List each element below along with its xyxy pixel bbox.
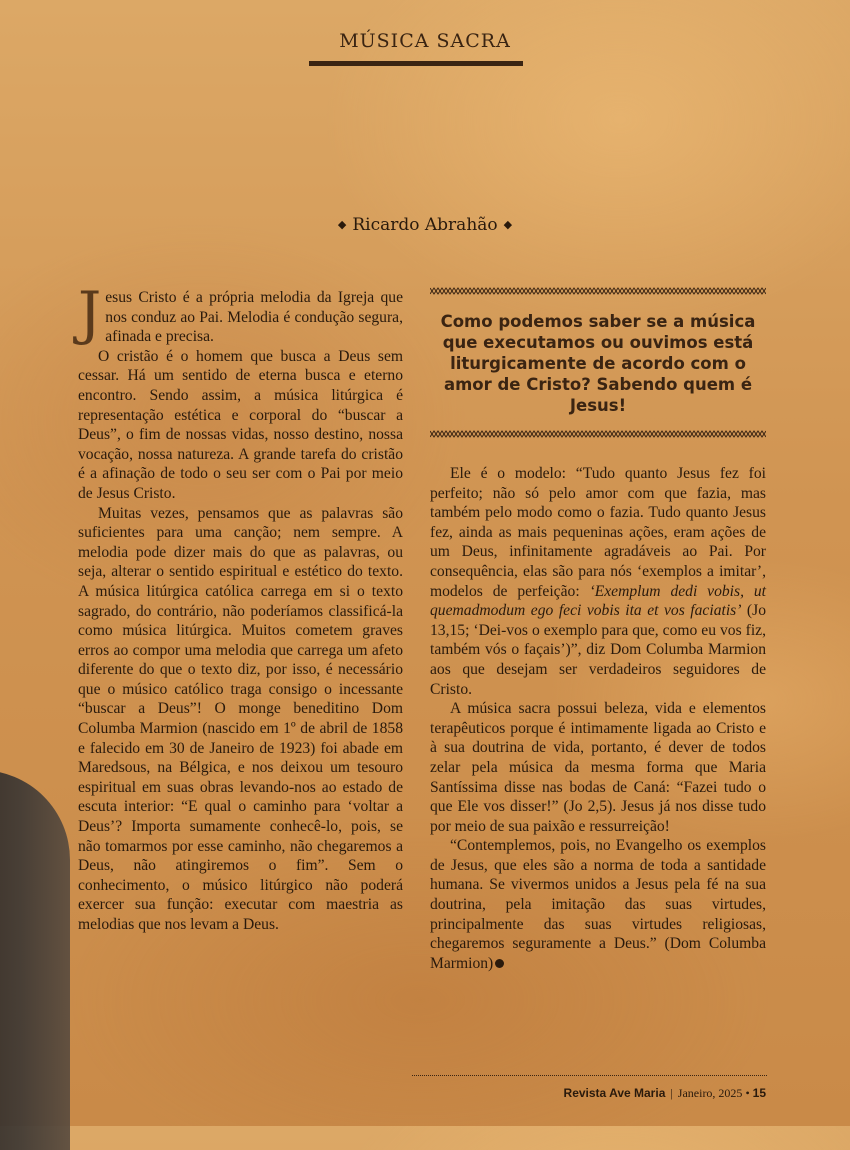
magazine-name: Revista Ave Maria <box>563 1086 666 1100</box>
author-name: Ricardo Abrahão <box>352 215 498 235</box>
issue-date: Janeiro, 2025 <box>677 1086 743 1100</box>
paragraph: “Contemplemos, pois, no Evangelho os exemplos de Jesus, que eles são a norma de toda a santidade humana. Se vivermos unidos a Jesus pela fé na sua doutrina, pela imitação das suas virtudes, principalmente das suas virtudes religiosas, chegaremos seguramente a Deus.” (Dom Columba Marmion) <box>430 837 766 972</box>
latin-quote: ‘Exemplum dedi vobis, ut quemadmodum ego feci vobis ita et vos faciatis’ <box>430 582 766 620</box>
footer-bullet: • <box>745 1086 750 1100</box>
diamond-ornament-icon: ◆ <box>337 218 347 231</box>
author-byline <box>0 215 850 235</box>
left-column <box>78 279 403 935</box>
page-number: 15 <box>752 1086 766 1100</box>
paragraph: Jesus Cristo é a própria melodia da Igreja que nos conduz ao Pai. Melodia é condução segura, afinada e precisa. <box>78 279 403 347</box>
diamond-ornament-icon: ◆ <box>503 218 513 231</box>
header-underline <box>309 61 523 66</box>
paragraph: Ele é o modelo: “Tudo quanto Jesus fez foi perfeito; não só pelo amor com que fazia, mas também pelo modo como o fazia. Tudo quanto Jesus fez, ainda as mais pequeninas ações, eram ações de um Deus, infinitamente agradáveis ao Pai. Por consequência, elas são para nós ‘exemplos a imitar’, modelos de perfeição: ‘Exemplum dedi vobis, ut quemadmodum ego feci vobis ita et vos faciatis’ (Jo 13,15; ‘Dei-vos o exemplo para que, como eu vos fiz, também vós o façais’)”, diz Dom Columba Marmion aos que desejam ser verdadeiros seguidores de Cristo. <box>430 465 766 698</box>
end-of-article-icon <box>495 959 504 968</box>
drop-cap: J <box>78 279 102 347</box>
saint-figure-silhouette <box>0 770 70 1150</box>
paragraph: O cristão é o homem que busca a Deus sem cessar. Há um sentido de eterna busca e eterno encontro. Sendo assim, a música litúrgica é representação estética e corporal do “buscar a Deus”, o fim de nossas vidas, nosso destino, nossa vocação, nossa natureza. A grande tarefa do cristão é a afinação de todo o seu ser com o Pai por meio de Jesus Cristo. <box>78 347 403 502</box>
paragraph: A música sacra possui beleza, vida e elementos terapêuticos porque é intimamente ligada ao Cristo e à sua doutrina de vida, portanto, é dever de todos zelar pela música da mesma forma que Maria Santíssima disse nas bodas de Caná: “Fazei tudo o que Ele vos disser!” (Jo 2,5). Jesus já nos disse tudo por meio de sua paixão e ressurreição! <box>430 700 766 835</box>
paragraph: Muitas vezes, pensamos que as palavras são suficientes para uma canção; nem sempre. A melodia pode dizer mais do que as palavras, ou seja, alterar o sentido espiritual e estético do texto. A música litúrgica católica carrega em si o texto sagrado, do contrário, não poderíamos classificá-la como música litúrgica. Muitos cometem graves erros ao compor uma melodia que carrega um afeto diferente do que o texto diz, por isso, é necessário que o músico católico traga consigo o incessante “buscar a Deus”! O monge beneditino Dom Columba Marmion (nascido em 1º de abril de 1858 e falecido em 30 de Janeiro de 1923) foi abade em Maredsous, na Bélgica, e nos deixou um tesouro espiritual em suas obras levando-nos ao estado de escuta interior: “E qual o caminho para ‘voltar a Deus’? Importa sumamente conhecê-lo, pois, se não tomarmos por esse caminho, não chegaremos a Deus, não atingiremos o fim”. Sem o conhecimento, o músico litúrgico não poderá exercer sua função: executar com maestria as melodias que nos levam a Deus. <box>78 504 403 933</box>
right-column <box>430 464 766 973</box>
zigzag-border-top <box>430 285 766 297</box>
pull-quote <box>430 285 766 440</box>
pull-quote-text: Como podemos saber se a música que executamos ou ouvimos está liturgicamente de acordo com o amor de Cristo? Sabendo quem é Jesus! <box>440 312 756 415</box>
section-title: MÚSICA SACRA <box>339 30 511 52</box>
page-header <box>0 30 850 52</box>
footer-rule <box>412 1075 767 1076</box>
page-footer <box>564 1086 766 1101</box>
zigzag-border-bottom <box>430 428 766 440</box>
footer-separator: | <box>670 1086 673 1100</box>
